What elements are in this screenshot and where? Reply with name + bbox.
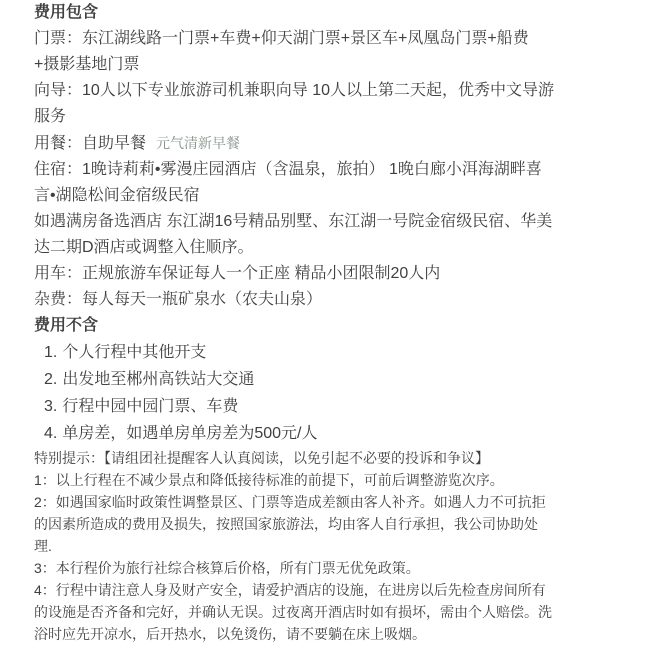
- fee-exclude-heading: 费用不含: [34, 317, 99, 334]
- vehicle-line: 用车：正规旅游车保证每人一个正座 精品小团限制20人内: [34, 265, 441, 282]
- guide-line-2: 服务: [34, 108, 67, 125]
- note-2-line-3: 理.: [34, 538, 52, 554]
- note-3: 3：本行程价为旅行社综合核算后价格，所有门票无优免政策。: [34, 560, 420, 576]
- hotel-line-1: 住宿：1晚诗莉莉•雾漫庄园酒店（含温泉，旅拍） 1晚白廊小洱海湖畔喜: [34, 161, 542, 178]
- ticket-line-2: +摄影基地门票: [34, 56, 140, 73]
- list-number: 1.: [44, 344, 58, 361]
- note-1: 1：以上行程在不减少景点和降低接待标准的前提下，可前后调整游览次序。: [34, 472, 504, 488]
- backup-hotel-line-1: 如遇满房备选酒店 东江湖16号精品别墅、东江湖一号院金宿级民宿、华美: [34, 213, 553, 230]
- list-text: 单房差，如遇单房单房差为500元/人: [62, 425, 318, 442]
- fee-include-heading: 费用包含: [34, 4, 99, 21]
- meal-highlight-tag: 元气清新早餐: [156, 135, 241, 151]
- note-4-line-1: 4：行程中请注意人身及财产安全，请爱护酒店的设施，在进房以后先检查房间所有: [34, 582, 546, 598]
- note-4-line-3: 浴时应先开凉水，后开热水，以免烫伤，请不要躺在床上吸烟。: [34, 626, 426, 642]
- note-2-line-1: 2：如遇国家临时政策性调整景区、门票等造成差额由客人补齐。如遇人力不可抗拒: [34, 494, 546, 510]
- list-number: 4.: [44, 425, 58, 442]
- special-notes-title: 特别提示：【请组团社提醒客人认真阅读，以免引起不必要的投诉和争议】: [34, 450, 489, 466]
- backup-hotel-line-2: 达二期D酒店或调整入住顺序。: [34, 239, 254, 256]
- hotel-line-2: 言•湖隐松间金宿级民宿: [34, 187, 200, 204]
- special-notes-section: [34, 447, 642, 645]
- fee-exclude-item-2: [34, 366, 642, 393]
- list-text: 行程中园中园门票、车费: [62, 398, 239, 415]
- ticket-line-1: 门票：东江湖线路一门票+车费+仰天湖门票+景区车+凤凰岛门票+船费: [34, 30, 529, 47]
- fee-exclude-list: [34, 339, 642, 447]
- list-text: 出发地至郴州高铁站大交通: [62, 371, 255, 388]
- list-number: 3.: [44, 398, 58, 415]
- fee-exclude-item-3: [34, 393, 642, 420]
- note-4-line-2: 的设施是否齐备和完好，并确认无误。过夜离开酒店时如有损坏，需由个人赔偿。洗: [34, 604, 552, 620]
- fee-exclude-item-1: [34, 339, 642, 366]
- list-number: 2.: [44, 371, 58, 388]
- misc-fee-line: 杂费：每人每天一瓶矿泉水（农夫山泉）: [34, 291, 323, 308]
- fee-exclude-item-4: [34, 420, 642, 447]
- note-2-line-2: 的因素所造成的费用及损失，按照国家旅游法，均由客人自行承担，我公司协助处: [34, 516, 538, 532]
- meal-line: [34, 130, 642, 157]
- meal-label: 用餐：自助早餐: [34, 135, 147, 152]
- list-text: 个人行程中其他开支: [62, 344, 207, 361]
- guide-line-1: 向导：10人以下专业旅游司机兼职向导 10人以上第二天起，优秀中文导游: [34, 82, 555, 99]
